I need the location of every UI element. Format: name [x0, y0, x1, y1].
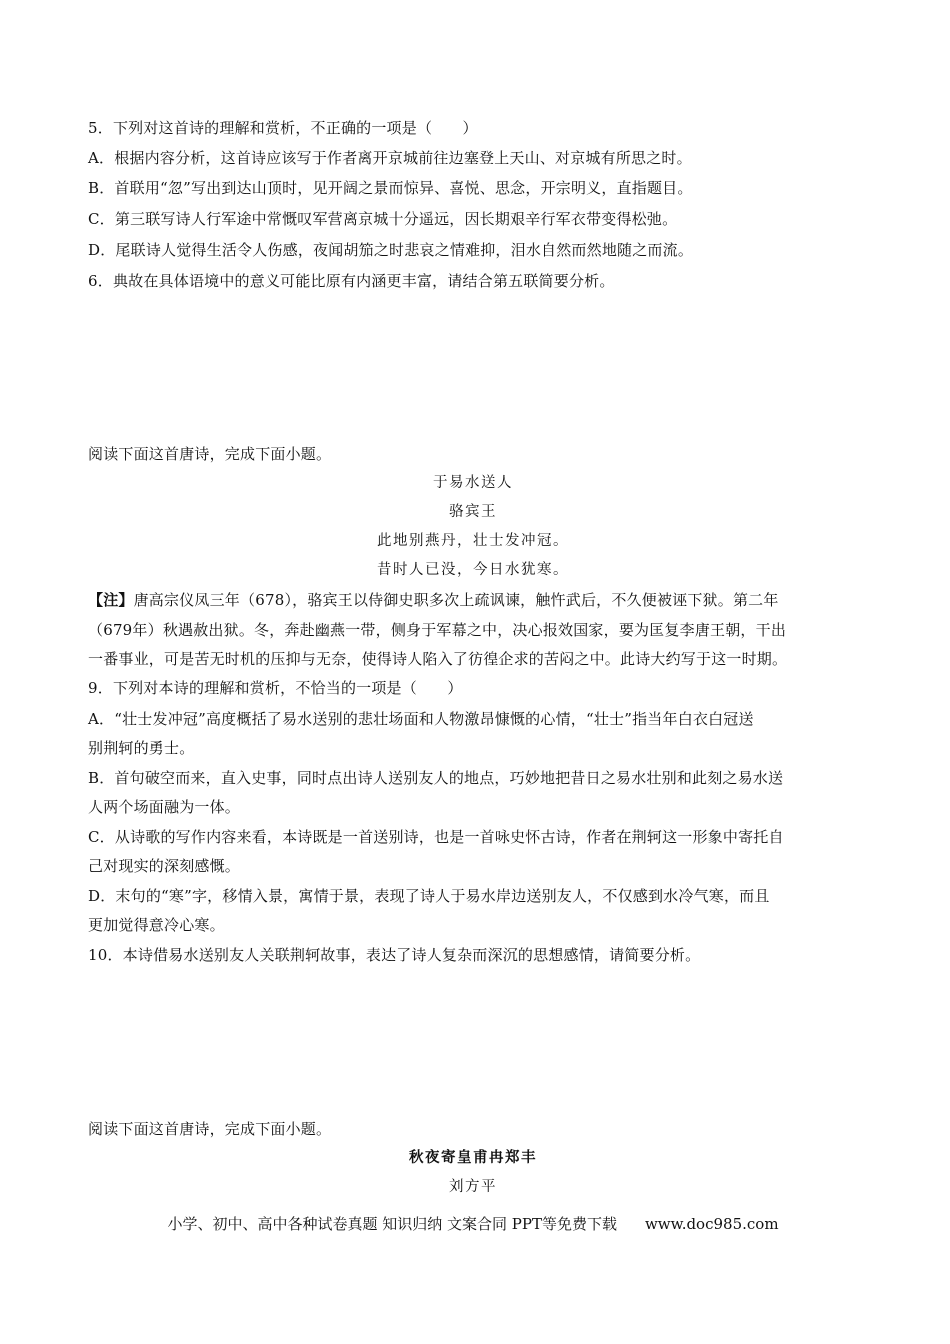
q9-option-a-line-2: 别荆轲的勇士。 — [88, 739, 195, 757]
poem-title-2: 秋夜寄皇甫冉郑丰 — [409, 1150, 537, 1166]
q9-stem: 9．下列对本诗的理解和赏析，不恰当的一项是（ ） — [88, 679, 463, 697]
note-head: 【注】 — [88, 591, 134, 609]
section2-intro: 阅读下面这首唐诗，完成下面小题。 — [88, 445, 332, 463]
q9-option-b-line-2: 人两个场面融为一体。 — [88, 798, 241, 816]
q9-option-d-line-1: D．末句的“寒”字，移情入景，寓情于景，表现了诗人于易水岸边送别友人，不仅感到水冷气寒，而且 — [88, 887, 770, 905]
poem-author: 骆宾王 — [449, 504, 497, 520]
q5-stem: 5．下列对这首诗的理解和赏析，不正确的一项是（ ） — [88, 119, 478, 137]
q10-stem: 10．本诗借易水送别友人关联荆轲故事，表达了诗人复杂而深沉的思想感情，请简要分析。 — [88, 946, 701, 964]
q9-option-a-line-1: A．“壮士发冲冠”高度概括了易水送别的悲壮场面和人物激昂慷慨的心情，“壮士”指当年白衣白冠送 — [88, 710, 754, 728]
poem-line-2: 昔时人已没，今日水犹寒。 — [377, 562, 569, 578]
note-line-3: 一番事业，可是苦无时机的压抑与无奈，使得诗人陷入了彷徨企求的苦闷之中。此诗大约写于这一时期。 — [88, 650, 788, 668]
q9-option-c-line-2: 己对现实的深刻感慨。 — [88, 857, 241, 875]
q9-option-c-line-1: C．从诗歌的写作内容来看，本诗既是一首送别诗，也是一首咏史怀古诗，作者在荆轲这一形象中寄托自 — [88, 828, 784, 846]
note-line-2: （679年）秋遇赦出狱。冬，奔赴幽燕一带，侧身于军幕之中，决心报效国家，要为匡复李唐王朝，干出 — [88, 621, 787, 639]
poem-author-2: 刘方平 — [449, 1179, 497, 1195]
footer-text: 小学、初中、高中各种试卷真题 知识归纳 文案合同 PPT等免费下载 — [167, 1215, 617, 1233]
section3-intro: 阅读下面这首唐诗，完成下面小题。 — [88, 1120, 332, 1138]
q5-option-c: C．第三联写诗人行军途中常慨叹军营离京城十分遥远，因长期艰辛行军衣带变得松弛。 — [88, 210, 678, 228]
q5-option-b: B．首联用“忽”写出到达山顶时，见开阔之景而惊异、喜悦、思念，开宗明义，直指题目。 — [88, 179, 693, 197]
page-footer — [88, 1213, 858, 1235]
poem-title: 于易水送人 — [433, 475, 513, 491]
q5-option-a: A．根据内容分析，这首诗应该写于作者离开京城前往边塞登上天山、对京城有所思之时。 — [88, 149, 692, 167]
q5-option-d: D．尾联诗人觉得生活令人伤感，夜闻胡笳之时悲哀之情难抑，泪水自然而然地随之而流。 — [88, 241, 694, 259]
q9-option-b-line-1: B．首句破空而来，直入史事，同时点出诗人送别友人的地点，巧妙地把昔日之易水壮别和此刻之易水送 — [88, 769, 784, 787]
q6-stem: 6．典故在具体语境中的意义可能比原有内涵更丰富，请结合第五联简要分析。 — [88, 272, 615, 290]
note-line-1 — [88, 589, 858, 611]
q9-option-d-line-2: 更加觉得意冷心寒。 — [88, 916, 225, 934]
note-text-1: 唐高宗仪凤三年（678），骆宾王以侍御史职多次上疏讽谏，触忤武后，不久便被诬下狱。第二年 — [133, 591, 779, 609]
poem-line-1: 此地别燕丹，壮士发冲冠。 — [377, 533, 569, 549]
footer-url[interactable]: www.doc985.com — [644, 1215, 779, 1233]
